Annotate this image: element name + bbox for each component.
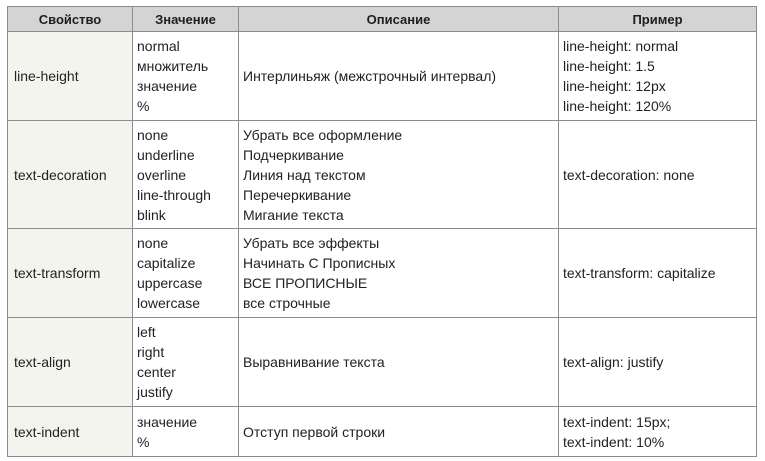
header-row xyxy=(8,7,757,32)
example-item: text-indent: 10% xyxy=(563,433,665,450)
example-item: text-transform: capitalize xyxy=(563,265,716,281)
example-item: line-height: normal xyxy=(563,38,679,54)
description-cell xyxy=(239,121,559,229)
header-value: Значение xyxy=(133,7,239,32)
description-cell xyxy=(239,318,559,407)
value-item: underline xyxy=(137,146,195,163)
values-cell xyxy=(133,318,239,407)
css-text-properties-table xyxy=(7,6,757,457)
description-item: Убрать все эффекты xyxy=(243,235,380,251)
example-cell xyxy=(559,32,757,121)
example-cell xyxy=(559,318,757,407)
description-item: Подчеркивание xyxy=(243,146,344,163)
value-item: значение xyxy=(137,413,198,430)
example-item: text-align: justify xyxy=(563,354,664,370)
table-row-text-indent xyxy=(8,407,757,457)
value-item: left xyxy=(137,324,156,340)
description-item: Мигание текста xyxy=(243,206,344,223)
header-property: Свойство xyxy=(8,7,133,32)
value-item: blink xyxy=(137,206,166,223)
description-item: Убрать все оформление xyxy=(243,126,403,143)
example-cell xyxy=(559,229,757,318)
property-cell: text-transform xyxy=(8,229,133,318)
value-item: overline xyxy=(137,166,187,183)
example-item: text-indent: 15px; xyxy=(563,413,671,430)
description-item: ВСЕ ПРОПИСНЫЕ xyxy=(243,275,368,291)
table-row-line-height xyxy=(8,32,757,121)
description-item: Интерлиньяж (межстрочный интервал) xyxy=(243,68,497,84)
table-row-text-align xyxy=(8,318,757,407)
value-item: множитель xyxy=(137,58,209,74)
value-item: justify xyxy=(137,384,173,400)
example-item: line-height: 1.5 xyxy=(563,58,655,74)
property-cell: text-align xyxy=(8,318,133,407)
description-item: Начинать С Прописных xyxy=(243,255,396,271)
value-item: line-through xyxy=(137,186,211,203)
value-item: none xyxy=(137,235,169,251)
values-cell xyxy=(133,32,239,121)
value-item: uppercase xyxy=(137,275,203,291)
value-item: % xyxy=(137,98,150,114)
description-item: все строчные xyxy=(243,295,331,311)
example-cell xyxy=(559,121,757,229)
value-item: normal xyxy=(137,38,180,54)
values-cell xyxy=(133,229,239,318)
description-item: Выравнивание текста xyxy=(243,354,385,370)
value-item: right xyxy=(137,344,165,360)
value-item: % xyxy=(137,433,150,450)
example-item: text-decoration: none xyxy=(563,166,695,183)
description-item: Отступ первой строки xyxy=(243,423,386,440)
header-description: Описание xyxy=(239,7,559,32)
description-item: Перечеркивание xyxy=(243,186,352,203)
description-item: Линия над текстом xyxy=(243,166,366,183)
description-cell xyxy=(239,229,559,318)
values-cell xyxy=(133,407,239,457)
value-item: center xyxy=(137,364,176,380)
property-cell: text-decoration xyxy=(8,121,133,229)
description-cell xyxy=(239,407,559,457)
value-item: lowercase xyxy=(137,295,201,311)
header-example: Пример xyxy=(559,7,757,32)
example-cell xyxy=(559,407,757,457)
property-cell: line-height xyxy=(8,32,133,121)
value-item: значение xyxy=(137,78,198,94)
value-item: none xyxy=(137,126,169,143)
value-item: capitalize xyxy=(137,255,196,271)
values-cell xyxy=(133,121,239,229)
example-item: line-height: 12px xyxy=(563,78,666,94)
description-cell xyxy=(239,32,559,121)
example-item: line-height: 120% xyxy=(563,98,672,114)
property-cell: text-indent xyxy=(8,407,133,457)
table-row-text-transform xyxy=(8,229,757,318)
table-row-text-decoration xyxy=(8,121,757,229)
